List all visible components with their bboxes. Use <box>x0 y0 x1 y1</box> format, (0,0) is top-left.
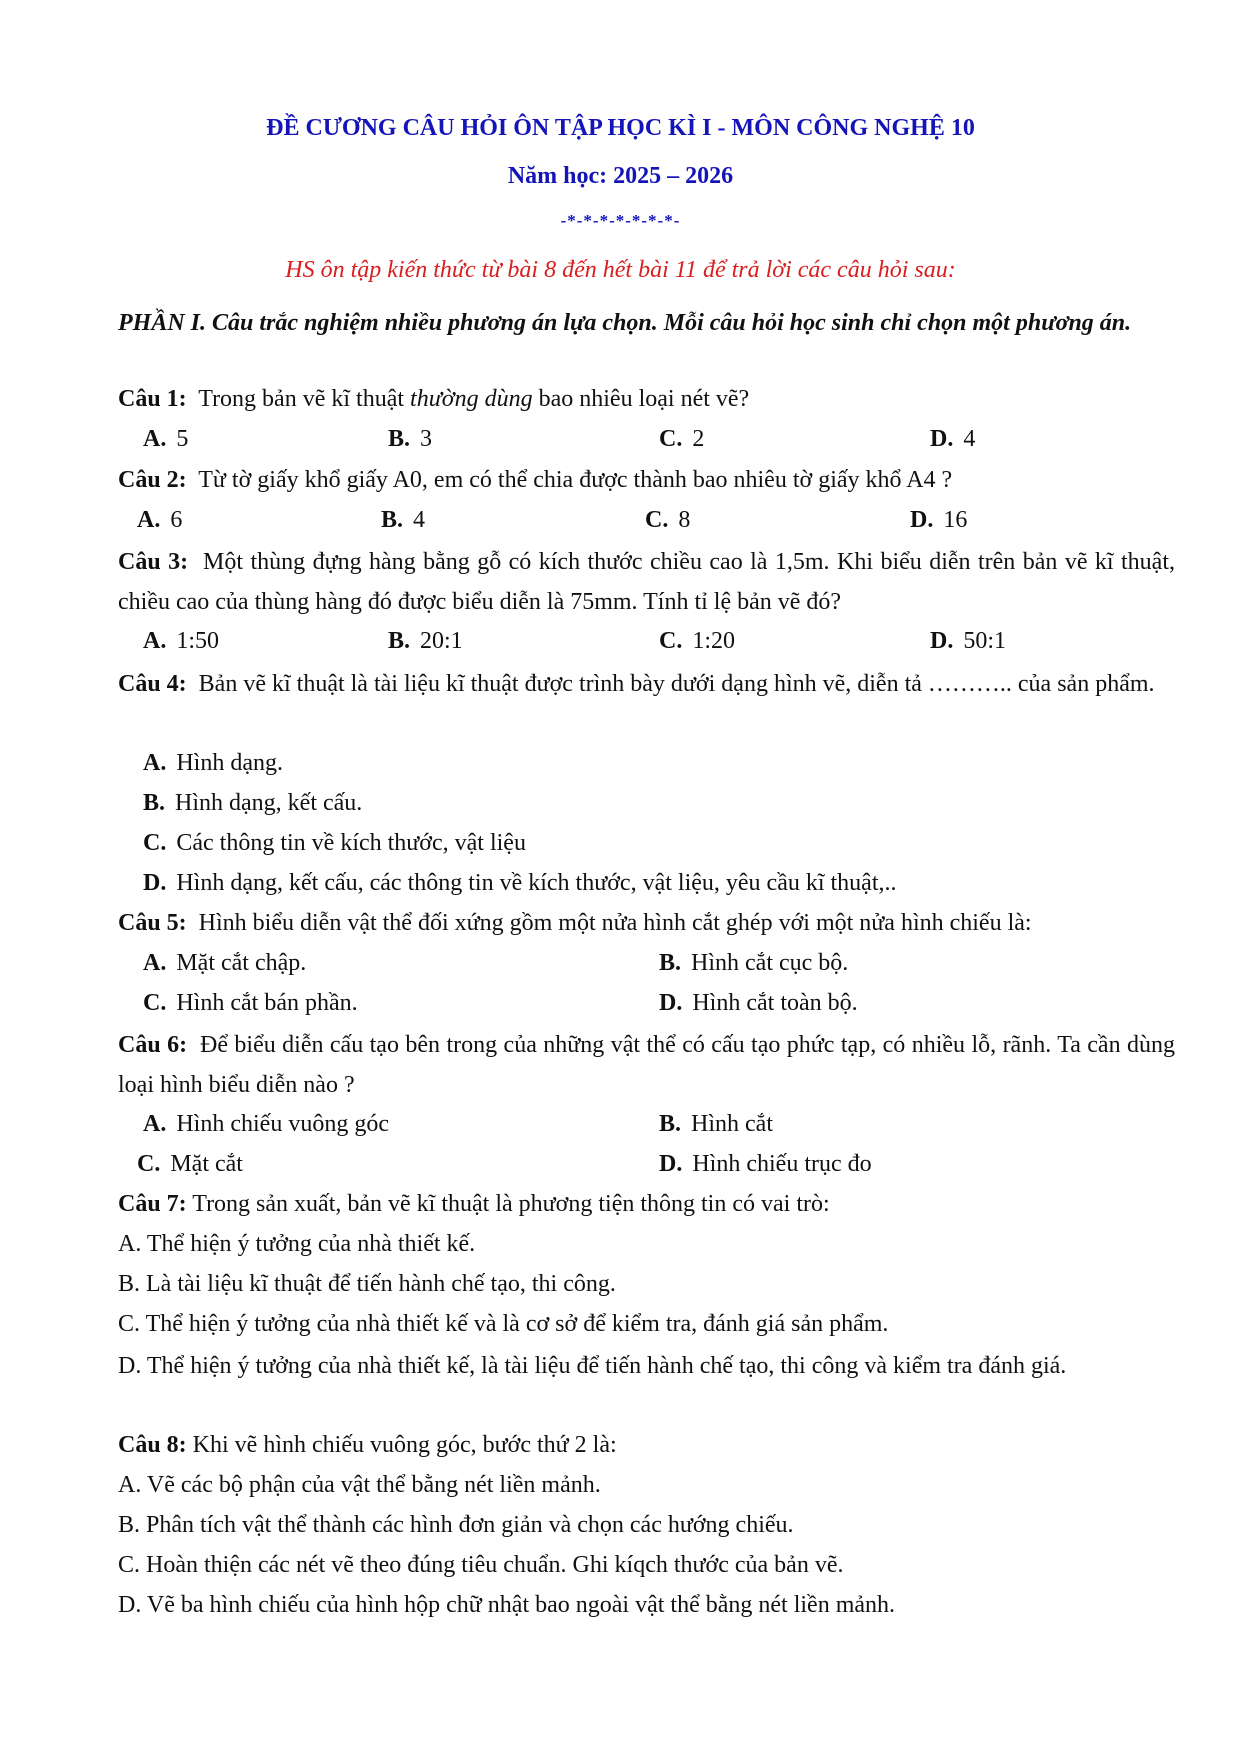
question-label: Câu 8: <box>118 1432 187 1458</box>
question-5 <box>118 910 1032 937</box>
option-b: B. 3 <box>388 426 433 452</box>
option-a: A. Mặt cắt chập. <box>143 950 307 976</box>
option-a: A. 5 <box>143 426 189 452</box>
question-label: Câu 3: <box>118 549 189 575</box>
question-text: Để biểu diễn cấu tạo bên trong của những vật thể có cấu tạo phức tạp, có nhiều lỗ, rãnh. Ta cần dùng loại hình biểu diễn nào ? <box>118 1032 1176 1098</box>
question-4 <box>118 664 1175 704</box>
question-text: Một thùng đựng hàng bằng gỗ có kích thước chiều cao là 1,5m. Khi biểu diễn trên bản vẽ kĩ thuật, chiều cao của thùng hàng đó được biểu diễn là 75mm. Tính tỉ lệ bản vẽ đó? <box>118 549 1176 615</box>
document-title: ĐỀ CƯƠNG CÂU HỎI ÔN TẬP HỌC KÌ I - MÔN CÔNG NGHỆ 10 <box>266 115 975 141</box>
option-d: D. Vẽ ba hình chiếu của hình hộp chữ nhật bao ngoài vật thể bằng nét liền mảnh. <box>118 1592 896 1618</box>
option-c: C. 8 <box>645 507 691 533</box>
option-b: B. Phân tích vật thể thành các hình đơn giản và chọn các hướng chiếu. <box>118 1512 794 1538</box>
question-3 <box>118 542 1175 622</box>
option-d: D. Thể hiện ý tưởng của nhà thiết kế, là tài liệu để tiến hành chế tạo, thi công và kiểm tra đánh giá. <box>118 1353 1067 1379</box>
question-text: Bản vẽ kĩ thuật là tài liệu kĩ thuật được trình bày dưới dạng hình vẽ, diễn tả ……….. của sản phẩm. <box>198 671 1155 697</box>
question-label: Câu 4: <box>118 671 187 697</box>
option-d: D. 50:1 <box>930 628 1007 654</box>
option-a: A. Thể hiện ý tưởng của nhà thiết kế. <box>118 1231 476 1257</box>
option-d: D. Hình dạng, kết cấu, các thông tin về kích thước, vật liệu, yêu cầu kĩ thuật,.. <box>143 870 897 896</box>
option-d: D. Hình cắt toàn bộ. <box>659 990 858 1016</box>
option-c: C. 2 <box>659 426 705 452</box>
option-b: B. Hình cắt <box>659 1111 773 1137</box>
question-text: Trong bản vẽ kĩ thuật <box>198 386 411 412</box>
option-c: C. Các thông tin về kích thước, vật liệu <box>143 830 526 856</box>
option-a: A. Hình chiếu vuông góc <box>143 1111 389 1137</box>
option-c: C. Mặt cắt <box>137 1151 243 1177</box>
question-7 <box>118 1191 830 1218</box>
question-text: Hình biểu diễn vật thể đối xứng gồm một nửa hình cắt ghép với một nửa hình chiếu là: <box>198 910 1032 936</box>
question-2 <box>118 467 952 494</box>
option-a: A. Vẽ các bộ phận của vật thể bằng nét liền mảnh. <box>118 1472 601 1498</box>
question-text: Khi vẽ hình chiếu vuông góc, bước thứ 2 là: <box>192 1432 617 1458</box>
instruction-text: HS ôn tập kiến thức từ bài 8 đến hết bài 11 để trả lời các câu hỏi sau: <box>285 257 956 283</box>
school-year: Năm học: 2025 – 2026 <box>507 163 734 189</box>
part-heading: PHẦN I. Câu trắc nghiệm nhiều phương án lựa chọn. Mỗi câu hỏi học sinh chỉ chọn một phương án. <box>118 310 1132 336</box>
question-label: Câu 2: <box>118 467 187 493</box>
question-text-italic: thường dùng <box>410 386 533 412</box>
question-text: bao nhiêu loại nét vẽ? <box>532 386 750 412</box>
question-label: Câu 1: <box>118 386 187 412</box>
option-c: C. Hoàn thiện các nét vẽ theo đúng tiêu chuẩn. Ghi kíqch thước của bản vẽ. <box>118 1552 844 1578</box>
option-d: D. 4 <box>930 426 976 452</box>
option-c: C. Thể hiện ý tưởng của nhà thiết kế và là cơ sở để kiểm tra, đánh giá sản phẩm. <box>118 1311 889 1337</box>
question-label: Câu 6: <box>118 1032 188 1058</box>
option-b: B. Hình dạng, kết cấu. <box>143 790 363 816</box>
question-8 <box>118 1432 617 1459</box>
option-d: D. 16 <box>910 507 968 533</box>
option-a: A. Hình dạng. <box>143 750 283 776</box>
option-c: C. 1:20 <box>659 628 736 654</box>
question-6 <box>118 1025 1175 1105</box>
option-b: B. 4 <box>381 507 426 533</box>
option-b: B. 20:1 <box>388 628 463 654</box>
question-label: Câu 5: <box>118 910 187 936</box>
option-a: A. 6 <box>137 507 183 533</box>
question-1 <box>118 386 749 413</box>
option-d: D. Hình chiếu trục đo <box>659 1151 872 1177</box>
option-b: B. Hình cắt cục bộ. <box>659 950 849 976</box>
question-label: Câu 7: <box>118 1191 187 1217</box>
question-text: Từ tờ giấy khổ giấy A0, em có thể chia được thành bao nhiêu tờ giấy khổ A4 ? <box>198 467 953 493</box>
option-b: B. Là tài liệu kĩ thuật để tiến hành chế tạo, thi công. <box>118 1271 616 1297</box>
option-a: A. 1:50 <box>143 628 220 654</box>
decorative-separator: -*-*-*-*-*-*-*- <box>560 211 681 230</box>
option-c: C. Hình cắt bán phần. <box>143 990 358 1016</box>
question-text: Trong sản xuất, bản vẽ kĩ thuật là phương tiện thông tin có vai trò: <box>192 1191 830 1217</box>
